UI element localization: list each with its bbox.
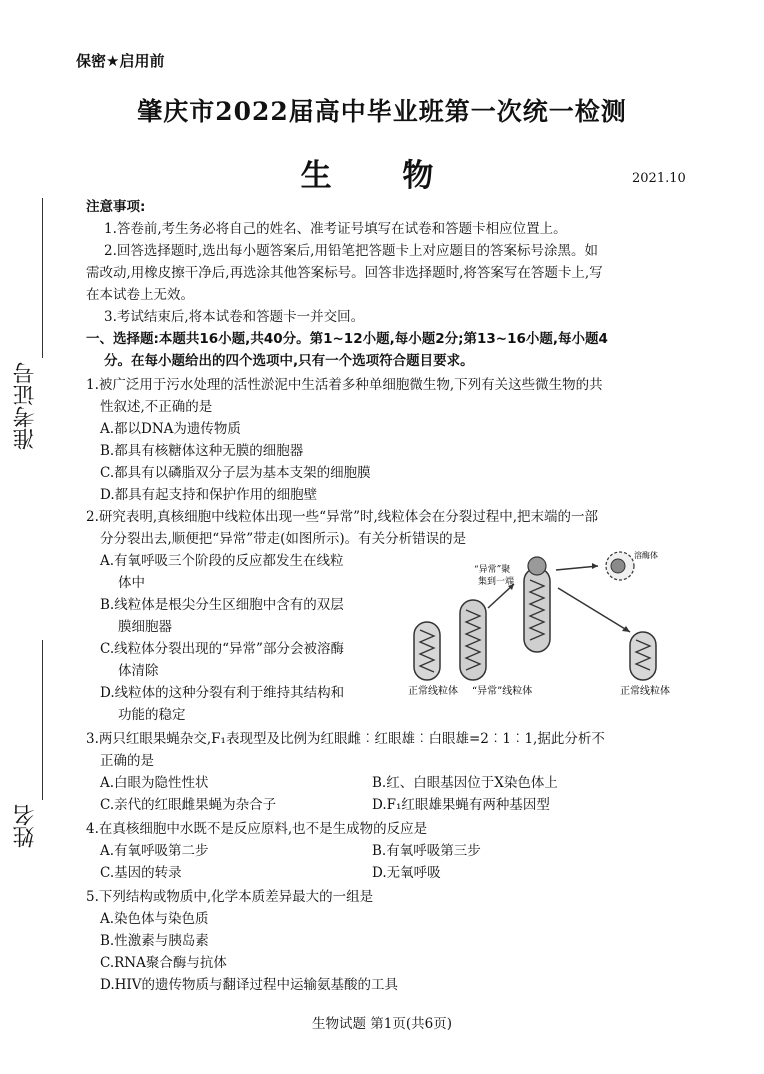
q3-option-b: B.红、白眼基因位于X染色体上 <box>372 775 558 791</box>
q1-option-a: A.都以DNA为遗传物质 <box>100 421 241 437</box>
abnormal-mitochondrion <box>460 600 486 680</box>
exam-title: 肇庆市2022届高中毕业班第一次统一检测 <box>137 97 627 126</box>
exam-id-label: 准考证号 <box>13 362 38 450</box>
label-abnormal: “异常”线粒体 <box>472 686 533 696</box>
note-2a: 2.回答选择题时,选出每小题答案后,用铅笔把答题卡上对应题目的答案标号涂黑。如 <box>104 243 598 259</box>
label-normal-2: 正常线粒体 <box>620 686 670 696</box>
q2-option-c: C.线粒体分裂出现的“异常”部分会被溶酶 <box>100 641 344 657</box>
note-3: 3.考试结束后,将本试卷和答题卡一并交回。 <box>104 309 365 325</box>
lysosome-label: 溶酶体 <box>634 551 658 560</box>
subject-title: 生 物 <box>300 158 464 194</box>
q3-option-d: D.F₁红眼雄果蝇有两种基因型 <box>372 797 550 813</box>
normal-mitochondrion-2 <box>630 632 656 680</box>
q5-stem: 5.下列结构或物质中,化学本质差异最大的一组是 <box>86 889 374 905</box>
note-1: 1.答卷前,考生务必将自己的姓名、准考证号填写在试卷和答题卡相应位置上。 <box>104 221 567 237</box>
q1-stem: 1.被广泛用于污水处理的活性淤泥中生活着多种单细胞微生物,下列有关这些微生物的共 <box>86 377 603 393</box>
q2-option-b: B.线粒体是根尖分生区细胞中含有的双层 <box>100 597 344 613</box>
q4-option-d: D.无氧呼吸 <box>372 865 441 881</box>
confidential-mark: 保密★启用前 <box>76 52 165 70</box>
arrow-2 <box>556 566 598 570</box>
q5-option-c: C.RNA聚合酶与抗体 <box>100 955 227 971</box>
lysosome <box>606 550 658 580</box>
q2-stem: 2.研究表明,真核细胞中线粒体出现一些“异常”时,线粒体会在分裂过程中,把末端的一部 <box>86 509 599 525</box>
exam-id-line <box>42 198 43 358</box>
q3-stem-cont: 正确的是 <box>100 753 154 769</box>
q5-option-b: B.性激素与胰岛素 <box>100 933 209 949</box>
page-footer: 生物试题 第1页(共6页) <box>311 1016 452 1032</box>
q4-option-a: A.有氧呼吸第二步 <box>100 843 209 859</box>
section-1-heading: 一、选择题:本题共16小题,共40分。第1~12小题,每小题2分;第13~16小题,每小题4 <box>86 331 608 347</box>
note-2b: 需改动,用橡皮擦干净后,再选涂其他答案标号。回答非选择题时,将答案写在答题卡上,写 <box>86 265 603 281</box>
q3-option-a: A.白眼为隐性性状 <box>100 775 209 791</box>
q1-stem-cont: 性叙述,不正确的是 <box>100 399 213 415</box>
q3-stem: 3.两只红眼果蝇杂交,F₁表现型及比例为红眼雌︰红眼雄︰白眼雄=2︰1︰1,据此分析不 <box>86 731 605 747</box>
q2-option-a: A.有氧呼吸三个阶段的反应都发生在线粒 <box>100 553 344 569</box>
q2-option-d-cont: 功能的稳定 <box>118 707 186 723</box>
arrow-3 <box>558 588 630 632</box>
label-normal: 正常线粒体 <box>408 686 458 696</box>
section-1-heading-cont: 分。在每小题给出的四个选项中,只有一个选项符合题目要求。 <box>104 353 474 369</box>
note-2c: 在本试卷上无效。 <box>86 287 194 303</box>
q1-option-c: C.都具有以磷脂双分子层为基本支架的细胞膜 <box>100 465 371 481</box>
name-line <box>42 640 43 800</box>
notes-heading: 注意事项: <box>86 199 146 215</box>
q4-option-c: C.基因的转录 <box>100 865 182 881</box>
q5-option-a: A.染色体与染色质 <box>100 911 209 927</box>
mitochondria-figure <box>408 548 688 696</box>
mitochondria-diagram <box>408 548 688 696</box>
q3-option-c: C.亲代的红眼雌果蝇为杂合子 <box>100 797 277 813</box>
normal-mitochondrion-1 <box>414 622 440 680</box>
q5-option-d: D.HIV的遗传物质与翻译过程中运输氨基酸的工具 <box>100 977 398 993</box>
q4-stem: 4.在真核细胞中水既不是反应原料,也不是生成物的反应是 <box>86 821 428 837</box>
arrow-label-1: “异常”聚 <box>474 565 511 575</box>
q2-option-d: D.线粒体的这种分裂有利于维持其结构和 <box>100 685 345 701</box>
name-label: 姓名 <box>13 804 38 848</box>
q1-option-d: D.都具有起支持和保护作用的细胞壁 <box>100 487 318 503</box>
q2-option-b-cont: 膜细胞器 <box>118 619 172 635</box>
arrow-label-2: 集到一端 <box>478 577 515 587</box>
q2-stem-cont: 分分裂出去,顺便把“异常”带走(如图所示)。有关分析错误的是 <box>100 531 467 547</box>
q1-option-b: B.都具有核糖体这种无膜的细胞器 <box>100 443 304 459</box>
q2-option-a-cont: 体中 <box>118 575 145 591</box>
exam-date: 2021.10 <box>632 171 686 186</box>
q4-option-b: B.有氧呼吸第三步 <box>372 843 481 859</box>
dividing-mitochondrion <box>524 557 550 652</box>
q2-option-c-cont: 体清除 <box>118 663 159 679</box>
